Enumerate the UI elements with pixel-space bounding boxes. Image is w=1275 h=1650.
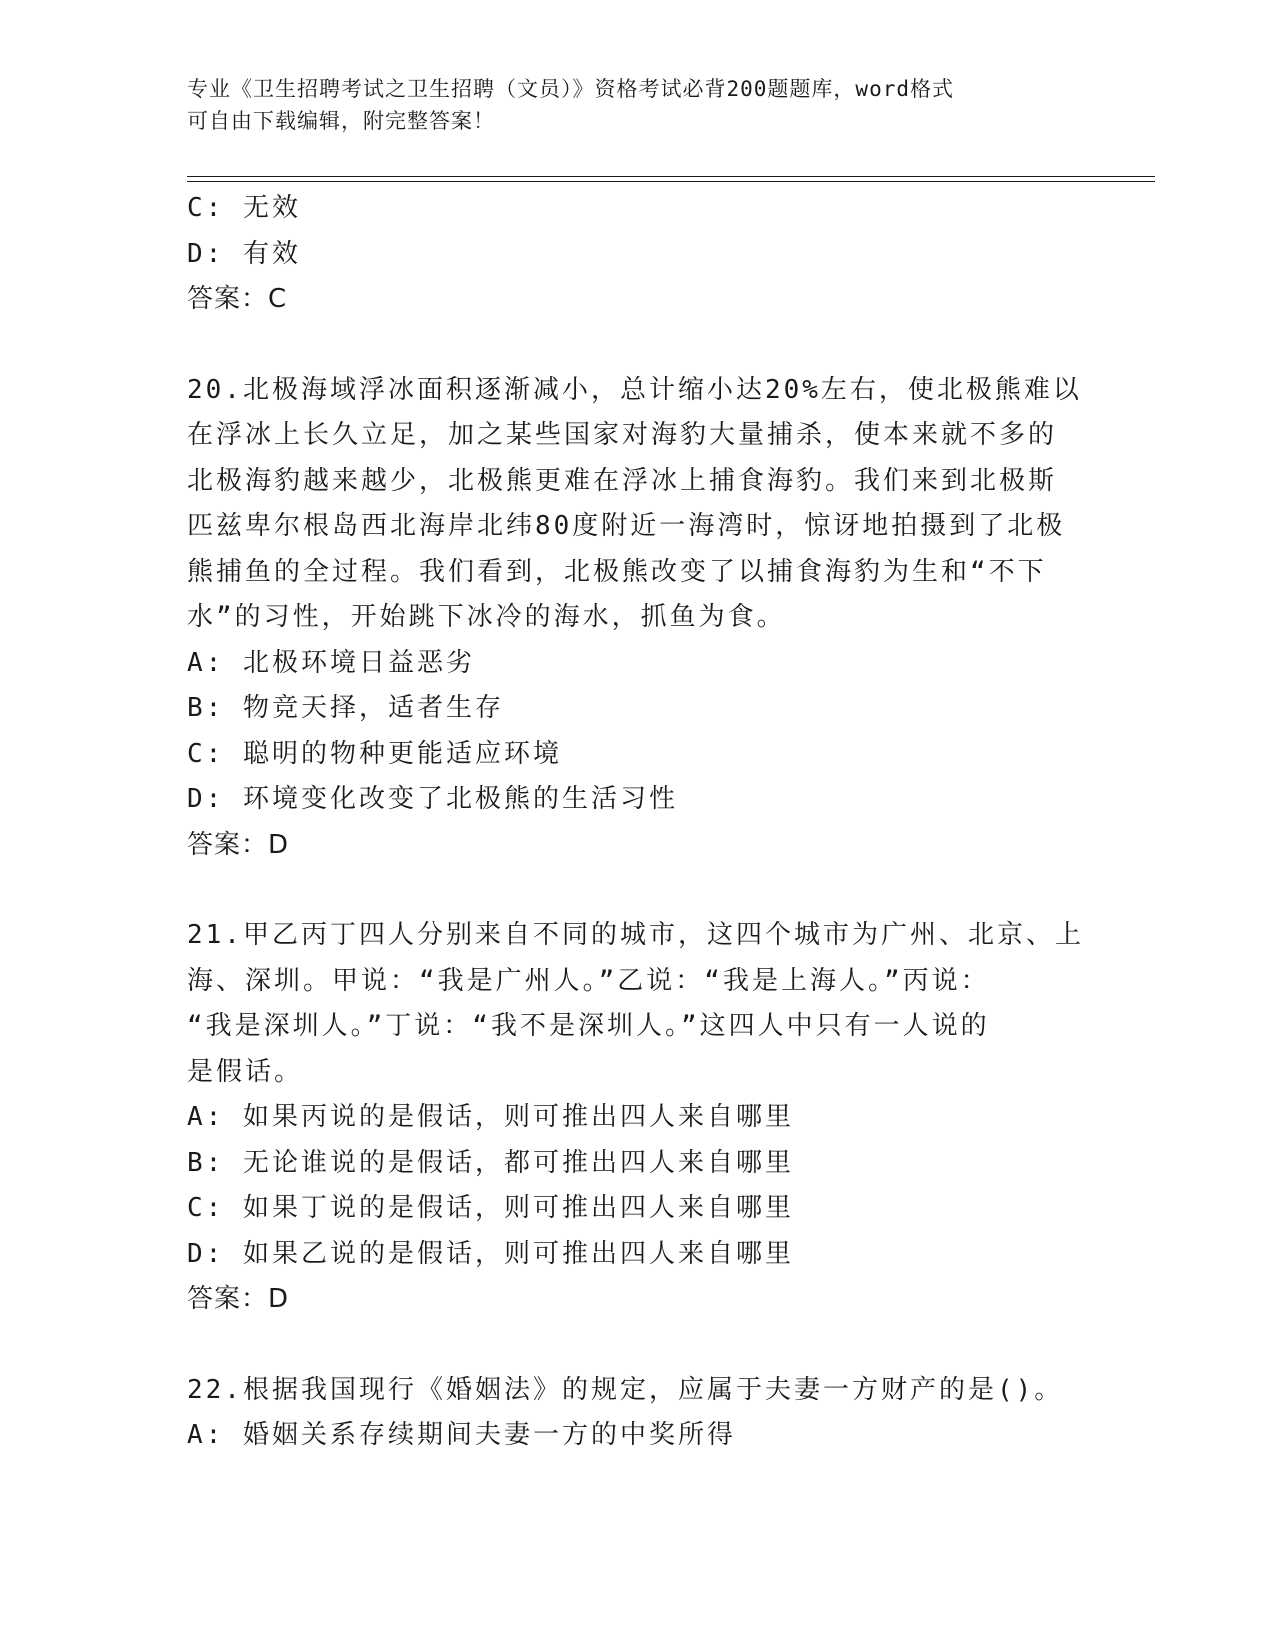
question-22 bbox=[187, 1368, 1067, 1459]
answer-line: 答案：C bbox=[187, 284, 288, 314]
question-stem-line: 匹兹卑尔根岛西北海岸北纬80度附近一海湾时，惊讶地拍摄到了北极 bbox=[187, 511, 1066, 541]
question-stem-line: 21.甲乙丙丁四人分别来自不同的城市，这四个城市为广州、北京、上 bbox=[187, 920, 1084, 950]
header-title-line-2: 可自由下载编辑，附完整答案！ bbox=[187, 109, 495, 133]
option-a: A: 婚姻关系存续期间夫妻一方的中奖所得 bbox=[187, 1420, 736, 1450]
answer-line: 答案：D bbox=[187, 1284, 290, 1314]
option-b: B: 无论谁说的是假话，都可推出四人来自哪里 bbox=[187, 1147, 794, 1178]
spacer bbox=[187, 868, 1067, 913]
question-stem-line: “我是深圳人。”丁说：“我不是深圳人。”这四人中只有一人说的 bbox=[187, 1011, 990, 1041]
option-b: B: 物竞天择，适者生存 bbox=[187, 693, 504, 723]
question-stem-line: 在浮冰上长久立足，加之某些国家对海豹大量捕杀，使本来就不多的 bbox=[187, 420, 1058, 450]
question-stem-line: 北极海豹越来越少，北极熊更难在浮冰上捕食海豹。我们来到北极斯 bbox=[187, 465, 1058, 496]
question-stem-line: 20.北极海域浮冰面积逐渐减小，总计缩小达20%左右，使北极熊难以 bbox=[187, 374, 1082, 405]
option-d: D: 有效 bbox=[187, 238, 301, 269]
question-stem-line: 水”的习性，开始跳下冰冷的海水，抓鱼为食。 bbox=[187, 602, 786, 632]
answer-line: 答案：D bbox=[187, 829, 290, 860]
question-19-tail bbox=[187, 186, 1067, 323]
question-stem-line: 熊捕鱼的全过程。我们看到，北极熊改变了以捕食海豹为生和“不下 bbox=[187, 556, 1047, 587]
question-stem-line: 是假话。 bbox=[187, 1056, 304, 1087]
header-divider bbox=[187, 176, 1155, 182]
option-c: C: 如果丁说的是假话，则可推出四人来自哪里 bbox=[187, 1193, 794, 1223]
option-a: A: 北极环境日益恶劣 bbox=[187, 647, 475, 678]
option-d: D: 环境变化改变了北极熊的生活习性 bbox=[187, 784, 678, 814]
document-body bbox=[187, 186, 1084, 1459]
question-20 bbox=[187, 368, 1082, 869]
option-c: C: 无效 bbox=[187, 193, 301, 223]
question-stem-line: 22.根据我国现行《婚姻法》的规定，应属于夫妻一方财产的是()。 bbox=[187, 1374, 1064, 1405]
option-a: A: 如果丙说的是假话，则可推出四人来自哪里 bbox=[187, 1102, 794, 1132]
document-header bbox=[187, 73, 1087, 137]
spacer bbox=[187, 323, 1067, 368]
spacer bbox=[187, 1323, 1067, 1368]
question-21 bbox=[187, 913, 1084, 1323]
header-title-line-1: 专业《卫生招聘考试之卫生招聘（文员）》资格考试必背200题题库，word格式 bbox=[187, 77, 954, 101]
option-d: D: 如果乙说的是假话，则可推出四人来自哪里 bbox=[187, 1238, 794, 1269]
question-stem-line: 海、深圳。甲说：“我是广州人。”乙说：“我是上海人。”丙说： bbox=[187, 965, 990, 996]
option-c: C: 聪明的物种更能适应环境 bbox=[187, 738, 562, 769]
